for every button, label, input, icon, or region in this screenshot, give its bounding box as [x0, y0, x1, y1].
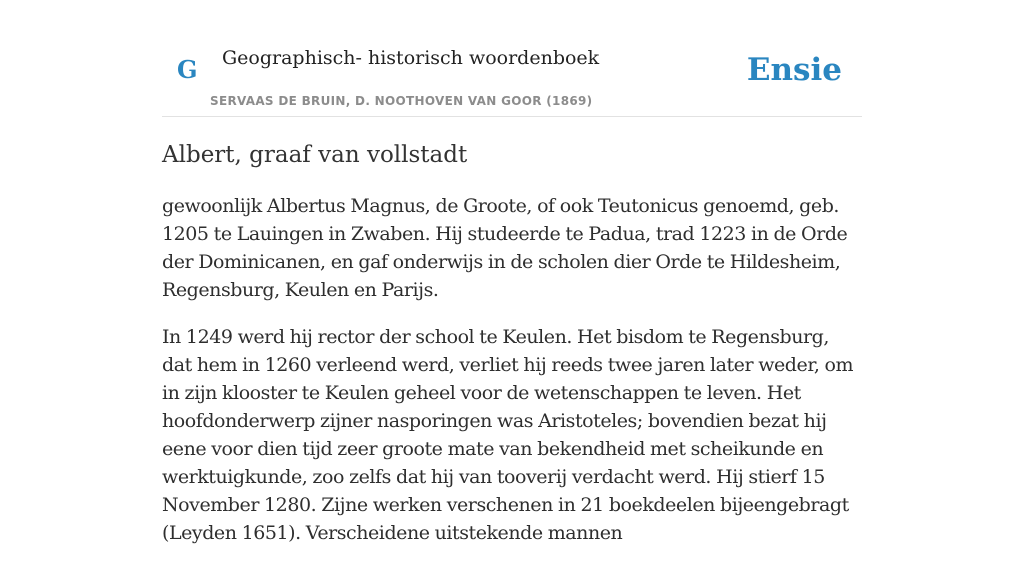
book-title[interactable]: Geographisch- historisch woordenboek	[222, 47, 600, 69]
entry-paragraph: In 1249 werd hij rector der school te Keulen. Het bisdom te Regensburg, dat hem in 1260 verleend werd, verliet hij reeds twee jaren later weder, om in zijn klooster te Keulen geheel voor de wetenschappen te leven. Het hoofdonderwerp zijner nasporingen was Aristoteles; bovendien bezat hij eene voor dien tijd zeer groote mate van bekendheid met scheikunde en werktuigkunde, zoo zelfs dat hij van tooverij verdacht werd. Hij stierf 15 November 1280. Zijne werken verschenen in 21 boekdeelen bijeengebragt (Leyden 1651). Verscheidene uitstekende mannen	[162, 326, 854, 544]
entry-paragraph: gewoonlijk Albertus Magnus, de Groote, of ook Teutonicus genoemd, geb. 1205 te Lauingen in Zwaben. Hij studeerde te Padua, trad 1223 in de Orde der Dominicanen, en gaf onderwijs in de scholen dier Orde te Hildesheim, Regensburg, Keulen en Parijs.	[162, 195, 848, 301]
site-header	[162, 0, 862, 117]
book-author: SERVAAS DE BRUIN, D. NOOTHOVEN VAN GOOR (1869)	[210, 94, 593, 108]
entry-body	[162, 192, 862, 566]
brand-logo-link[interactable]: Ensie	[746, 52, 842, 88]
book-logo-letter[interactable]: G	[177, 55, 198, 84]
entry-title: Albert, graaf van vollstadt	[162, 142, 468, 168]
